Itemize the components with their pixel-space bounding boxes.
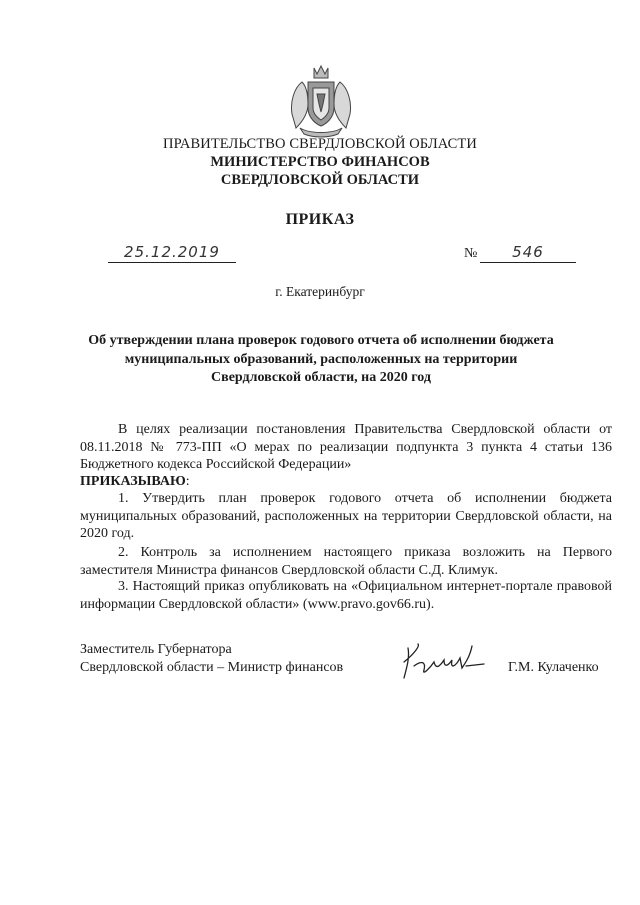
- order-item-text: 1. Утвердить план проверок годового отчета об исполнении бюджета муниципальных образований, расположенных на территории Свердловской области, на 2020 год.: [80, 491, 612, 541]
- date-underline: [108, 262, 236, 263]
- number-label: №: [464, 246, 478, 261]
- preamble: [80, 421, 612, 474]
- order-date: 25.12.2019: [124, 243, 220, 261]
- government-name: ПРАВИТЕЛЬСТВО СВЕРДЛОВСКОЙ ОБЛАСТИ: [163, 136, 477, 152]
- order-directive: [80, 474, 190, 490]
- signer-name: Г.М. Кулаченко: [508, 660, 599, 675]
- order-item-text: 2. Контроль за исполнением настоящего приказа возложить на Первого заместителя Министра финансов Свердловской области С.Д. Климук.: [80, 545, 612, 578]
- number-underline: [480, 262, 576, 263]
- coat-of-arms-icon: [286, 64, 356, 138]
- city: г. Екатеринбург: [275, 284, 365, 299]
- order-subject: Об утверждении плана проверок годового отчета об исполнении бюджета муниципальных образований, расположенных на территории Свердловской области, на 2020 год: [88, 333, 554, 385]
- document-type: ПРИКАЗ: [285, 211, 355, 228]
- signer-position-line2: Свердловской области – Министр финансов: [80, 660, 344, 675]
- order-item-3: [80, 578, 612, 613]
- preamble-text: В целях реализации постановления Правительства Свердловской области от 08.11.2018 № 773-ПП «О мерах по реализации подпункта 3 пункта 4 статьи 136 Бюджетного кодекса Российской Федерации»: [80, 422, 612, 472]
- signer-position-line1: Заместитель Губернатора: [80, 642, 232, 657]
- handwritten-signature-icon: [400, 640, 498, 684]
- order-item-2: [80, 544, 612, 579]
- ministry-name-line2: СВЕРДЛОВСКОЙ ОБЛАСТИ: [220, 172, 420, 188]
- order-item-text: 3. Настоящий приказ опубликовать на «Официальном интернет-портале правовой информации Свердловской области» (www.pravo.gov66.ru).: [80, 579, 612, 612]
- order-directive-colon: :: [185, 474, 190, 489]
- order-directive-word: ПРИКАЗЫВАЮ: [80, 474, 186, 489]
- order-number: 546: [512, 243, 544, 261]
- ministry-name-line1: МИНИСТЕРСТВО ФИНАНСОВ: [210, 154, 430, 170]
- order-item-1: [80, 490, 612, 543]
